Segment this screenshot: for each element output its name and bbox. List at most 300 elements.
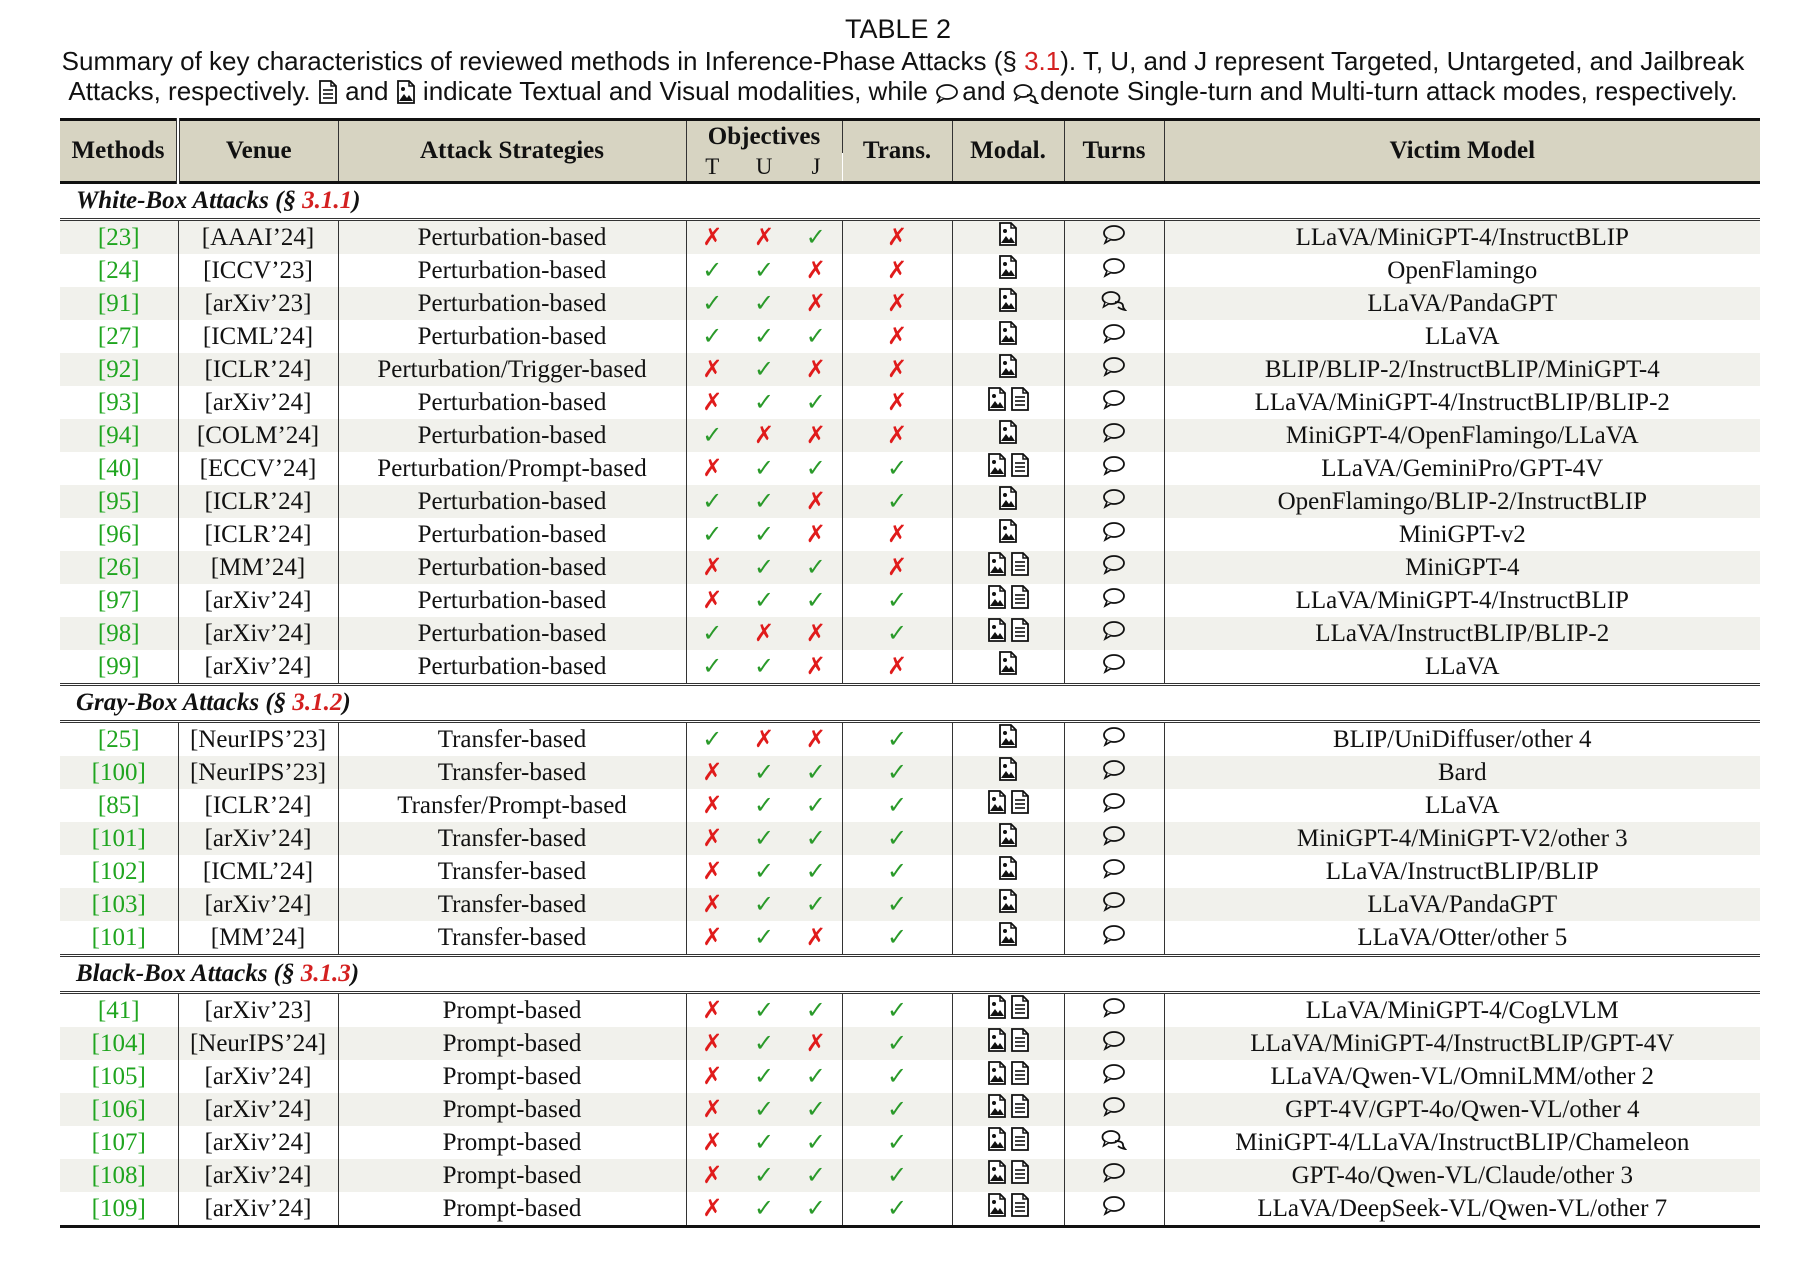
table-row [60, 419, 1760, 452]
objective-untargeted-cell [738, 353, 790, 386]
table-row [60, 1126, 1760, 1159]
objective-jailbreak-cell [790, 320, 842, 353]
trans-check-icon: ✓ [886, 824, 908, 852]
image-doc-icon [987, 552, 1007, 583]
modality-cell [952, 1060, 1064, 1093]
objective-targeted-cell [686, 1159, 738, 1192]
method-citation-link[interactable]: [108] [91, 1161, 146, 1189]
image-doc-icon [987, 995, 1007, 1026]
jailbreak-cross-icon: ✗ [805, 725, 826, 753]
venue-cell: [ICLR’24] [178, 485, 338, 518]
jailbreak-cross-icon: ✗ [805, 923, 826, 951]
speech-bubble-icon [1102, 1161, 1126, 1190]
method-citation-link[interactable]: [25] [97, 725, 140, 753]
trans-check-icon: ✓ [886, 758, 908, 786]
victim-model-cell: LLaVA/InstructBLIP/BLIP [1325, 857, 1599, 885]
trans-cross-icon: ✗ [886, 223, 908, 251]
objective-jailbreak-cell [790, 789, 842, 822]
method-citation-link[interactable]: [103] [91, 890, 146, 918]
image-doc-icon [998, 486, 1018, 517]
method-citation-link[interactable]: [24] [97, 256, 140, 284]
venue-cell: [arXiv’24] [178, 1060, 338, 1093]
victim-model-cell: LLaVA/GeminiPro/GPT-4V [1321, 454, 1604, 482]
objective-untargeted-cell [738, 320, 790, 353]
victim-model-cell: BLIP/UniDiffuser/other 4 [1333, 725, 1592, 753]
untargeted-cross-icon: ✗ [753, 619, 775, 647]
turns-cell [1064, 855, 1164, 888]
objective-jailbreak-cell [790, 353, 842, 386]
trans-cross-icon: ✗ [886, 520, 908, 548]
jailbreak-check-icon: ✓ [805, 791, 826, 819]
table-row [60, 789, 1760, 822]
modality-cell [952, 993, 1064, 1028]
trans-check-icon: ✓ [886, 619, 908, 647]
attack-strategy-cell: Perturbation/Prompt-based [338, 452, 686, 485]
attack-strategy-cell: Transfer-based [338, 756, 686, 789]
venue-cell: [ICLR’24] [178, 518, 338, 551]
attack-strategy-cell: Prompt-based [338, 1093, 686, 1126]
targeted-check-icon: ✓ [702, 487, 723, 515]
objective-jailbreak-cell [790, 855, 842, 888]
speech-bubble-icon [1102, 923, 1126, 952]
image-doc-icon [987, 1127, 1007, 1158]
transferability-cell [842, 254, 952, 287]
targeted-cross-icon: ✗ [702, 857, 723, 885]
objective-untargeted-cell [738, 1027, 790, 1060]
table-row [60, 1093, 1760, 1126]
modality-cell [952, 1126, 1064, 1159]
objective-targeted-cell [686, 584, 738, 617]
venue-cell: [AAAI’24] [178, 220, 338, 255]
turns-cell [1064, 756, 1164, 789]
untargeted-cross-icon: ✗ [753, 725, 775, 753]
untargeted-check-icon: ✓ [753, 996, 775, 1024]
image-doc-icon [998, 922, 1018, 953]
method-citation-cell [60, 993, 178, 1028]
targeted-cross-icon: ✗ [702, 758, 723, 786]
method-citation-link[interactable]: [94] [97, 421, 140, 449]
untargeted-check-icon: ✓ [753, 586, 775, 614]
trans-check-icon: ✓ [886, 1029, 908, 1057]
objective-untargeted-cell [738, 789, 790, 822]
attack-strategy-cell: Perturbation/Trigger-based [338, 353, 686, 386]
targeted-cross-icon: ✗ [702, 890, 723, 918]
objective-targeted-cell [686, 822, 738, 855]
objective-jailbreak-cell [790, 1093, 842, 1126]
text-doc-icon [318, 80, 338, 104]
turns-cell [1064, 789, 1164, 822]
jailbreak-check-icon: ✓ [805, 857, 826, 885]
table-row [60, 921, 1760, 956]
objective-jailbreak-cell [790, 921, 842, 956]
venue-cell: [arXiv’24] [178, 1093, 338, 1126]
objective-untargeted-cell [738, 722, 790, 757]
modality-cell [952, 855, 1064, 888]
objective-jailbreak-cell [790, 254, 842, 287]
speech-bubble-icon [1102, 553, 1126, 582]
transferability-cell [842, 789, 952, 822]
trans-cross-icon: ✗ [886, 553, 908, 581]
table-row [60, 756, 1760, 789]
header-attack-strategies: Attack Strategies [338, 120, 686, 183]
header-objectives: Objectives [686, 120, 842, 154]
method-citation-link[interactable]: [40] [97, 454, 140, 482]
method-citation-cell [60, 254, 178, 287]
method-citation-cell [60, 353, 178, 386]
speech-bubble-icon [1102, 725, 1126, 754]
trans-cross-icon: ✗ [886, 388, 908, 416]
modality-cell [952, 756, 1064, 789]
method-citation-link[interactable]: [104] [91, 1029, 146, 1057]
method-citation-cell [60, 518, 178, 551]
method-citation-link[interactable]: [93] [97, 388, 140, 416]
targeted-cross-icon: ✗ [702, 223, 723, 251]
attack-strategy-cell: Perturbation-based [338, 220, 686, 255]
turns-cell [1064, 921, 1164, 956]
method-citation-link[interactable]: [101] [91, 824, 146, 852]
speech-bubble-icon [1102, 1029, 1126, 1058]
speech-bubble-icon [1102, 454, 1126, 483]
speech-bubble-icon [1102, 586, 1126, 615]
targeted-cross-icon: ✗ [702, 1161, 723, 1189]
attack-strategy-cell: Transfer-based [338, 888, 686, 921]
venue-cell: [ICML’24] [178, 320, 338, 353]
trans-cross-icon: ✗ [886, 421, 908, 449]
objective-untargeted-cell [738, 1093, 790, 1126]
targeted-check-icon: ✓ [702, 322, 723, 350]
speech-bubble-icon [1102, 1194, 1126, 1223]
attack-strategy-cell: Prompt-based [338, 1159, 686, 1192]
transferability-cell [842, 353, 952, 386]
objective-targeted-cell [686, 993, 738, 1028]
transferability-cell [842, 650, 952, 685]
method-citation-cell [60, 1027, 178, 1060]
objective-untargeted-cell [738, 485, 790, 518]
modality-cell [952, 650, 1064, 685]
objective-targeted-cell [686, 888, 738, 921]
turns-cell [1064, 485, 1164, 518]
text-doc-icon [1010, 453, 1030, 484]
victim-model-cell: LLaVA/MiniGPT-4/CogLVLM [1305, 996, 1619, 1024]
table-row [60, 485, 1760, 518]
objective-untargeted-cell [738, 584, 790, 617]
method-citation-cell [60, 1159, 178, 1192]
attack-strategy-cell: Prompt-based [338, 1192, 686, 1227]
method-citation-link[interactable]: [41] [97, 996, 140, 1024]
method-citation-link[interactable]: [23] [97, 223, 140, 251]
venue-cell: [arXiv’24] [178, 822, 338, 855]
victim-model-cell: MiniGPT-4/OpenFlamingo/LLaVA [1164, 419, 1760, 452]
method-citation-link[interactable]: [99] [97, 652, 140, 680]
method-citation-cell [60, 617, 178, 650]
method-citation-cell [60, 822, 178, 855]
transferability-cell [842, 1126, 952, 1159]
image-doc-icon [987, 790, 1007, 821]
method-citation-link[interactable]: [105] [91, 1062, 146, 1090]
header-modality: Modal. [952, 120, 1064, 183]
victim-model-cell: LLaVA/MiniGPT-4/InstructBLIP [1164, 220, 1760, 255]
transferability-cell [842, 822, 952, 855]
objective-jailbreak-cell [790, 1027, 842, 1060]
image-doc-icon [998, 255, 1018, 286]
caption-section-ref[interactable]: 3.1 [1024, 46, 1061, 76]
victim-model-cell: OpenFlamingo [1387, 256, 1538, 284]
method-citation-link[interactable]: [106] [91, 1095, 146, 1123]
jailbreak-check-icon: ✓ [805, 996, 826, 1024]
multi-speech-bubble-icon [1101, 289, 1127, 318]
venue-cell: [NeurIPS’23] [178, 756, 338, 789]
targeted-cross-icon: ✗ [702, 1095, 723, 1123]
method-citation-link[interactable]: [27] [97, 322, 140, 350]
table-row [60, 1060, 1760, 1093]
method-citation-link[interactable]: [101] [91, 923, 146, 951]
turns-cell [1064, 1159, 1164, 1192]
jailbreak-check-icon: ✓ [805, 322, 826, 350]
victim-model-cell: GPT-4o/Qwen-VL/Claude/other 3 [1164, 1159, 1760, 1192]
objective-targeted-cell [686, 485, 738, 518]
untargeted-cross-icon: ✗ [753, 223, 775, 251]
image-doc-icon [998, 354, 1018, 385]
characteristics-table [60, 118, 1760, 1228]
table-row [60, 287, 1760, 320]
method-citation-link[interactable]: [100] [91, 758, 146, 786]
image-doc-icon [396, 80, 416, 104]
method-citation-link[interactable]: [97] [97, 586, 140, 614]
section-title: White-Box Attacks (§ 3.1.1) [60, 183, 1760, 220]
victim-model-cell: MiniGPT-4/MiniGPT-V2/other 3 [1164, 822, 1760, 855]
speech-bubble-icon [1102, 388, 1126, 417]
header-objective-targeted: T [686, 153, 738, 183]
jailbreak-cross-icon: ✗ [805, 256, 826, 284]
section-ref-link[interactable]: 3.1.1 [302, 187, 353, 214]
method-citation-link[interactable]: [98] [97, 619, 140, 647]
section-header-row [60, 685, 1760, 722]
victim-model-cell: LLaVA/DeepSeek-VL/Qwen-VL/other 7 [1164, 1192, 1760, 1227]
jailbreak-cross-icon: ✗ [805, 487, 826, 515]
objective-targeted-cell [686, 1126, 738, 1159]
table-row [60, 1159, 1760, 1192]
untargeted-cross-icon: ✗ [753, 421, 775, 449]
victim-model-cell: LLaVA/PandaGPT [1164, 888, 1760, 921]
objective-jailbreak-cell [790, 650, 842, 685]
image-doc-icon [987, 1193, 1007, 1224]
jailbreak-cross-icon: ✗ [805, 619, 826, 647]
venue-cell: [COLM’24] [178, 419, 338, 452]
header-objective-untargeted: U [738, 153, 790, 183]
transferability-cell [842, 584, 952, 617]
objective-targeted-cell [686, 518, 738, 551]
objective-targeted-cell [686, 855, 738, 888]
targeted-cross-icon: ✗ [702, 824, 723, 852]
modality-cell [952, 287, 1064, 320]
transferability-cell [842, 518, 952, 551]
image-doc-icon [998, 724, 1018, 755]
objective-untargeted-cell [738, 254, 790, 287]
method-citation-link[interactable]: [96] [97, 520, 140, 548]
objective-untargeted-cell [738, 386, 790, 419]
transferability-cell [842, 1027, 952, 1060]
objective-targeted-cell [686, 617, 738, 650]
objective-targeted-cell [686, 921, 738, 956]
jailbreak-check-icon: ✓ [805, 758, 826, 786]
header-objective-jailbreak: J [790, 153, 842, 183]
attack-strategy-cell: Perturbation-based [338, 386, 686, 419]
trans-check-icon: ✓ [886, 923, 908, 951]
image-doc-icon [998, 222, 1018, 253]
header-victim-model: Victim Model [1164, 120, 1760, 183]
speech-bubble-icon [1102, 421, 1126, 450]
objective-untargeted-cell [738, 551, 790, 584]
jailbreak-cross-icon: ✗ [805, 289, 826, 317]
attack-strategy-cell: Prompt-based [338, 1126, 686, 1159]
untargeted-check-icon: ✓ [753, 1128, 775, 1156]
method-citation-cell [60, 220, 178, 255]
method-citation-cell [60, 888, 178, 921]
method-citation-link[interactable]: [92] [97, 355, 140, 383]
victim-model-cell: LLaVA/MiniGPT-4/InstructBLIP/GPT-4V [1164, 1027, 1760, 1060]
attack-strategy-cell: Perturbation-based [338, 287, 686, 320]
victim-model-cell: LLaVA/InstructBLIP/BLIP-2 [1164, 617, 1760, 650]
trans-check-icon: ✓ [886, 890, 908, 918]
table-row [60, 320, 1760, 353]
method-citation-link[interactable]: [85] [97, 791, 140, 819]
speech-bubble-icon [1102, 256, 1126, 285]
method-citation-link[interactable]: [102] [91, 857, 146, 885]
modality-cell [952, 822, 1064, 855]
victim-model-cell: LLaVA/MiniGPT-4/InstructBLIP/BLIP-2 [1254, 388, 1670, 416]
image-doc-icon [998, 420, 1018, 451]
text-doc-icon [1010, 618, 1030, 649]
table-row [60, 855, 1760, 888]
modality-cell [952, 1159, 1064, 1192]
section-ref-link[interactable]: 3.1.3 [300, 960, 351, 987]
speech-bubble-icon [1102, 322, 1126, 351]
venue-cell: [arXiv’24] [178, 1126, 338, 1159]
table-row [60, 888, 1760, 921]
image-doc-icon [998, 823, 1018, 854]
table-row [60, 1027, 1760, 1060]
method-citation-link[interactable]: [26] [97, 553, 140, 581]
speech-bubble-icon [1102, 996, 1126, 1025]
transferability-cell [842, 921, 952, 956]
attack-strategy-cell: Perturbation-based [338, 320, 686, 353]
objective-jailbreak-cell [790, 1060, 842, 1093]
modality-cell [952, 386, 1064, 419]
untargeted-check-icon: ✓ [753, 857, 775, 885]
venue-cell: [arXiv’24] [178, 617, 338, 650]
victim-model-cell: LLaVA/Otter/other 5 [1357, 923, 1568, 951]
turns-cell [1064, 1126, 1164, 1159]
text-doc-icon [1010, 790, 1030, 821]
targeted-check-icon: ✓ [702, 289, 723, 317]
attack-strategy-cell: Transfer-based [338, 722, 686, 757]
venue-cell: [NeurIPS’23] [178, 722, 338, 757]
modality-cell [952, 921, 1064, 956]
jailbreak-check-icon: ✓ [805, 1095, 826, 1123]
speech-bubble-icon [1102, 890, 1126, 919]
transferability-cell [842, 617, 952, 650]
jailbreak-check-icon: ✓ [805, 388, 826, 416]
text-doc-icon [1010, 1061, 1030, 1092]
section-title: Gray-Box Attacks (§ 3.1.2) [60, 685, 1760, 722]
victim-model-cell: LLaVA/PandaGPT [1164, 287, 1760, 320]
turns-cell [1064, 1060, 1164, 1093]
venue-cell: [arXiv’24] [178, 386, 338, 419]
table-row [60, 993, 1760, 1028]
speech-bubble-icon [1102, 1095, 1126, 1124]
venue-cell: [arXiv’24] [178, 1159, 338, 1192]
venue-cell: [arXiv’24] [178, 584, 338, 617]
untargeted-check-icon: ✓ [753, 454, 775, 482]
image-doc-icon [998, 519, 1018, 550]
objective-jailbreak-cell [790, 551, 842, 584]
section-ref-link[interactable]: 3.1.2 [292, 689, 343, 716]
turns-cell [1064, 650, 1164, 685]
targeted-cross-icon: ✗ [702, 791, 723, 819]
method-citation-cell [60, 855, 178, 888]
trans-cross-icon: ✗ [886, 289, 908, 317]
section-title: Black-Box Attacks (§ 3.1.3) [60, 956, 1760, 993]
table-row [60, 617, 1760, 650]
method-citation-cell [60, 1093, 178, 1126]
venue-cell: [MM’24] [178, 921, 338, 956]
method-citation-cell [60, 921, 178, 956]
table-row [60, 650, 1760, 685]
method-citation-link[interactable]: [95] [97, 487, 140, 515]
objective-targeted-cell [686, 320, 738, 353]
header-methods: Methods [60, 120, 178, 183]
objective-targeted-cell [686, 1192, 738, 1227]
speech-bubble-icon [1102, 857, 1126, 886]
transferability-cell [842, 419, 952, 452]
modality-cell [952, 722, 1064, 757]
transferability-cell [842, 1093, 952, 1126]
objective-targeted-cell [686, 1060, 738, 1093]
targeted-check-icon: ✓ [702, 652, 723, 680]
turns-cell [1064, 254, 1164, 287]
image-doc-icon [987, 387, 1007, 418]
objective-untargeted-cell [738, 822, 790, 855]
jailbreak-cross-icon: ✗ [805, 1029, 826, 1057]
method-citation-cell [60, 452, 178, 485]
trans-check-icon: ✓ [886, 725, 908, 753]
objective-untargeted-cell [738, 287, 790, 320]
objective-untargeted-cell [738, 650, 790, 685]
objective-jailbreak-cell [790, 452, 842, 485]
caption-line-2: Attacks, respectively. and indicate Textual and Visual modalities, while and denote Single-turn and Multi-turn attack modes, respectively. [68, 76, 1738, 106]
method-citation-link[interactable]: [107] [91, 1128, 146, 1156]
method-citation-link[interactable]: [109] [91, 1194, 146, 1222]
modality-cell [952, 1093, 1064, 1126]
method-citation-link[interactable]: [91] [97, 289, 140, 317]
turns-cell [1064, 320, 1164, 353]
objective-untargeted-cell [738, 1159, 790, 1192]
jailbreak-check-icon: ✓ [805, 454, 826, 482]
modality-cell [952, 1027, 1064, 1060]
jailbreak-cross-icon: ✗ [805, 652, 826, 680]
section-header-row [60, 183, 1760, 220]
attack-strategy-cell: Transfer-based [338, 921, 686, 956]
modality-cell [952, 518, 1064, 551]
jailbreak-check-icon: ✓ [805, 824, 826, 852]
untargeted-check-icon: ✓ [753, 1095, 775, 1123]
modality-cell [952, 551, 1064, 584]
image-doc-icon [987, 1028, 1007, 1059]
untargeted-check-icon: ✓ [753, 758, 775, 786]
victim-model-cell: Bard [1164, 756, 1760, 789]
objective-untargeted-cell [738, 1192, 790, 1227]
victim-model-cell: LLaVA/Qwen-VL/OmniLMM/other 2 [1270, 1062, 1655, 1090]
